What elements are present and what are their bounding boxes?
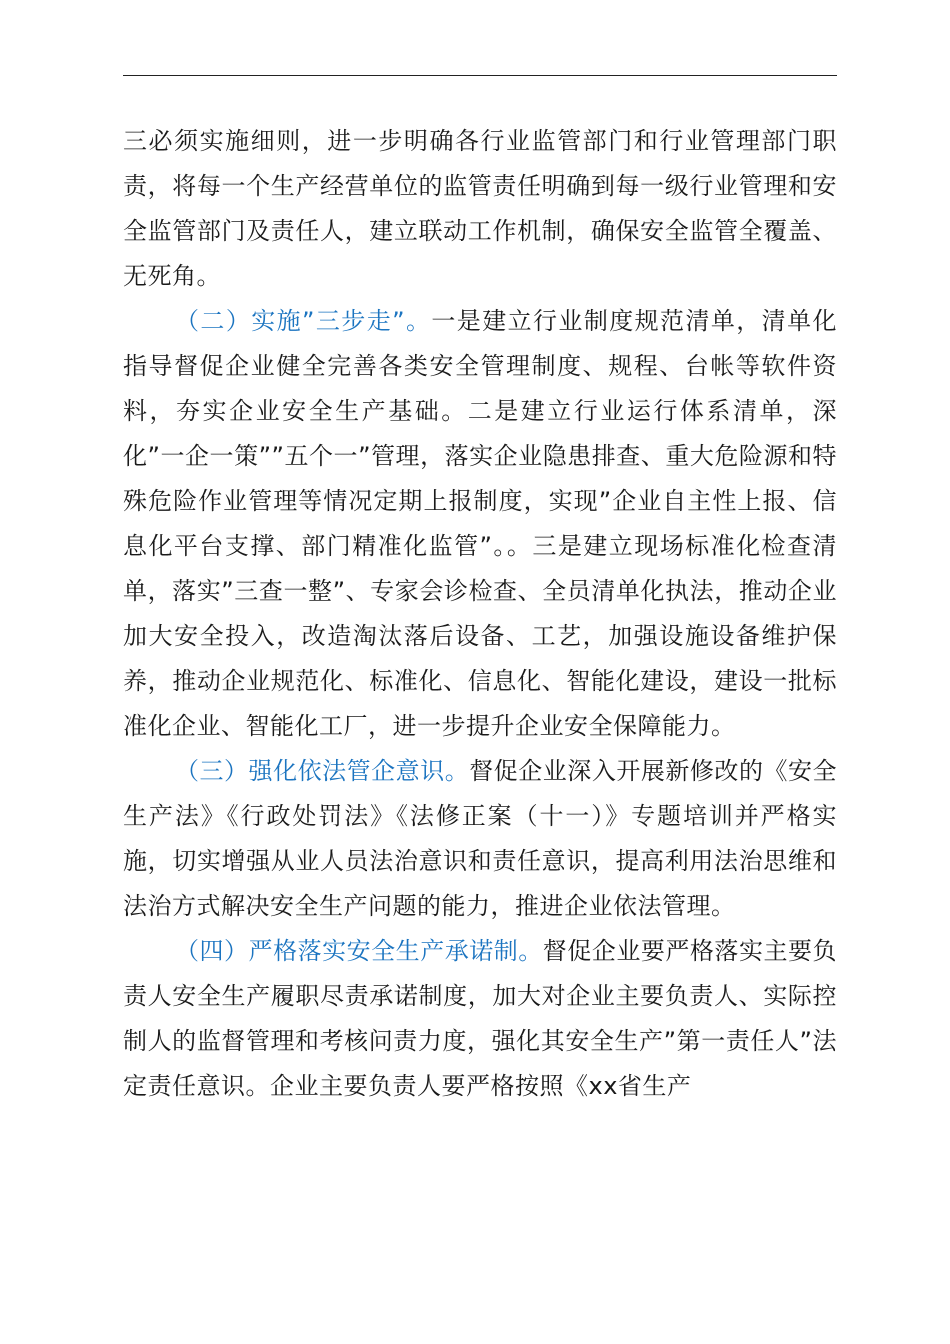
paragraph-section-2 <box>123 299 837 749</box>
section-heading-2: （二）实施”三步走”。 <box>175 307 432 335</box>
document-body <box>123 119 837 1109</box>
paragraph-continuation <box>123 119 837 299</box>
paragraph-text: 三必须实施细则，进一步明确各行业监管部门和行业管理部门职责，将每一个生产经营单位的监管责任明确到每一级行业管理和安全监管部门及责任人，建立联动工作机制，确保安全监管全覆盖、无死角。 <box>123 127 837 290</box>
paragraph-section-4 <box>123 929 837 1109</box>
paragraph-text: 一是建立行业制度规范清单，清单化指导督促企业健全完善各类安全管理制度、规程、台帐等软件资料，夯实企业安全生产基础。二是建立行业运行体系清单，深化”一企一策””五个一”管理，落实企业隐患排查、重大危险源和特殊危险作业管理等情况定期上报制度，实现”企业自主性上报、信息化平台支撑、部门精准化监管”。。三是建立现场标准化检查清单，落实”三查一整”、专家会诊检查、全员清单化执法，推动企业加大安全投入，改造淘汰落后设备、工艺，加强设施设备维护保养，推动企业规范化、标准化、信息化、智能化建设，建设一批标准化企业、智能化工厂，进一步提升企业安全保障能力。 <box>123 307 838 740</box>
section-heading-3: （三）强化依法管企意识。 <box>175 757 470 785</box>
paragraph-text: 督促企业要严格落实主要负责人安全生产履职尽责承诺制度，加大对企业主要负责人、实际控制人的监督管理和考核问责力度，强化其安全生产”第一责任人”法定责任意识。企业主要负责人要严格按照《xx省生产 <box>123 937 838 1100</box>
header-rule <box>123 75 837 76</box>
section-heading-4: （四）严格落实安全生产承诺制。 <box>175 937 543 965</box>
paragraph-text: 督促企业深入开展新修改的《安全生产法》《行政处罚法》《法修正案（十一）》专题培训并严格实施，切实增强从业人员法治意识和责任意识，提高利用法治思维和法治方式解决安全生产问题的能力，推进企业依法管理。 <box>123 757 838 920</box>
paragraph-section-3 <box>123 749 837 929</box>
